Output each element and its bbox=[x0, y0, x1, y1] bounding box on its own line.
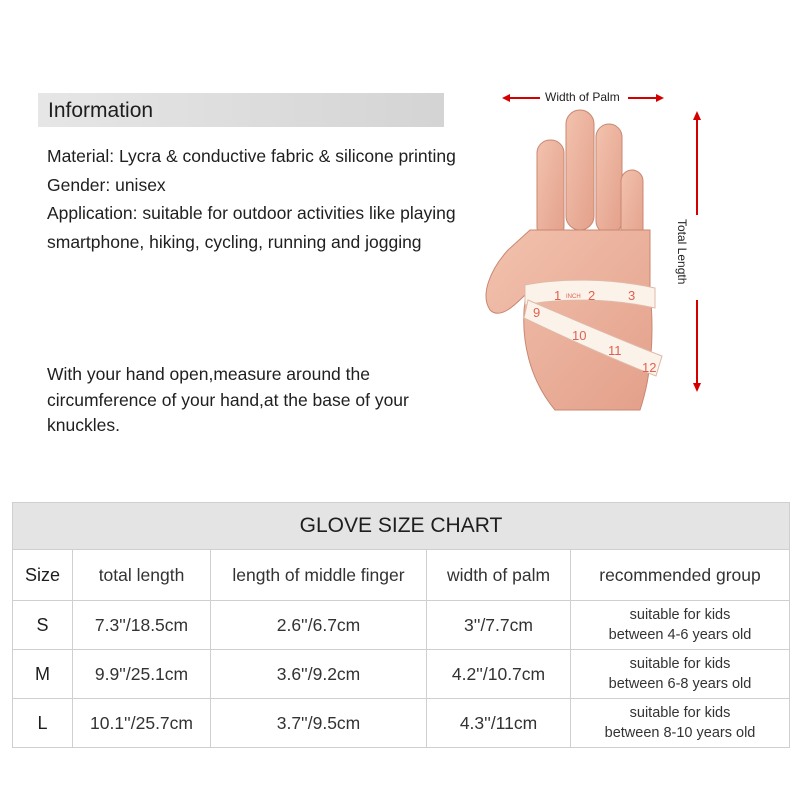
size-cell: S bbox=[13, 601, 73, 650]
measure-instruction: With your hand open,measure around the circumference of your hand,at the base of your knuckles. bbox=[47, 364, 409, 435]
recommended-group-cell bbox=[571, 699, 790, 748]
column-header-total-length: total length bbox=[73, 550, 211, 601]
column-header-recommended-group: recommended group bbox=[571, 550, 790, 601]
material-line: Material: Lycra & conductive fabric & silicone printing bbox=[47, 146, 456, 166]
middle-finger-cell: 3.6''/9.2cm bbox=[211, 650, 427, 699]
tape-number: 12 bbox=[642, 360, 657, 375]
table-row bbox=[13, 650, 790, 699]
recommended-group-cell bbox=[571, 601, 790, 650]
length-arrow bbox=[693, 111, 701, 392]
tape-number: 11 bbox=[608, 343, 622, 358]
palm-width-cell: 4.2''/10.7cm bbox=[427, 650, 571, 699]
header-row bbox=[13, 550, 790, 601]
column-header-palm-width: width of palm bbox=[427, 550, 571, 601]
column-header-middle-finger: length of middle finger bbox=[211, 550, 427, 601]
glove-size-chart bbox=[12, 502, 790, 748]
column-header-size: Size bbox=[13, 550, 73, 601]
middle-finger-cell: 3.7''/9.5cm bbox=[211, 699, 427, 748]
info-header-bar bbox=[38, 93, 444, 127]
tape-number: 10 bbox=[572, 328, 587, 343]
tape-number: 9 bbox=[533, 305, 541, 320]
chart-title: GLOVE SIZE CHART bbox=[13, 503, 790, 550]
gender-line: Gender: unisex bbox=[47, 174, 166, 195]
total-length-cell: 7.3''/18.5cm bbox=[73, 601, 211, 650]
total-length-cell: 9.9''/25.1cm bbox=[73, 650, 211, 699]
palm-width-cell: 3''/7.7cm bbox=[427, 601, 571, 650]
width-of-palm-label: Width of Palm bbox=[545, 90, 620, 104]
group-line: suitable for kids bbox=[629, 607, 731, 623]
tape-number: 1 bbox=[554, 288, 562, 303]
palm-width-cell: 4.3''/11cm bbox=[427, 699, 571, 748]
size-cell: M bbox=[13, 650, 73, 699]
tape-unit: INCH bbox=[566, 294, 581, 300]
size-cell: L bbox=[13, 699, 73, 748]
group-line: between 6-8 years old bbox=[608, 676, 752, 692]
group-line: between 4-6 years old bbox=[608, 627, 752, 643]
table-row bbox=[13, 699, 790, 748]
tape-number: 3 bbox=[628, 288, 636, 303]
application-line: Application: suitable for outdoor activities like playing smartphone, hiking, cycling, running and jogging bbox=[47, 203, 456, 252]
table-row bbox=[13, 601, 790, 650]
middle-finger-cell: 2.6''/6.7cm bbox=[211, 601, 427, 650]
recommended-group-cell bbox=[571, 650, 790, 699]
total-length-cell: 10.1''/25.7cm bbox=[73, 699, 211, 748]
hand-shape bbox=[486, 110, 652, 410]
info-title: Information bbox=[48, 99, 154, 122]
total-length-label: Total Length bbox=[675, 219, 689, 285]
group-line: between 8-10 years old bbox=[604, 725, 756, 741]
group-line: suitable for kids bbox=[629, 656, 731, 672]
group-line: suitable for kids bbox=[629, 705, 731, 721]
tape-number: 2 bbox=[588, 288, 596, 303]
info-details bbox=[47, 142, 457, 256]
